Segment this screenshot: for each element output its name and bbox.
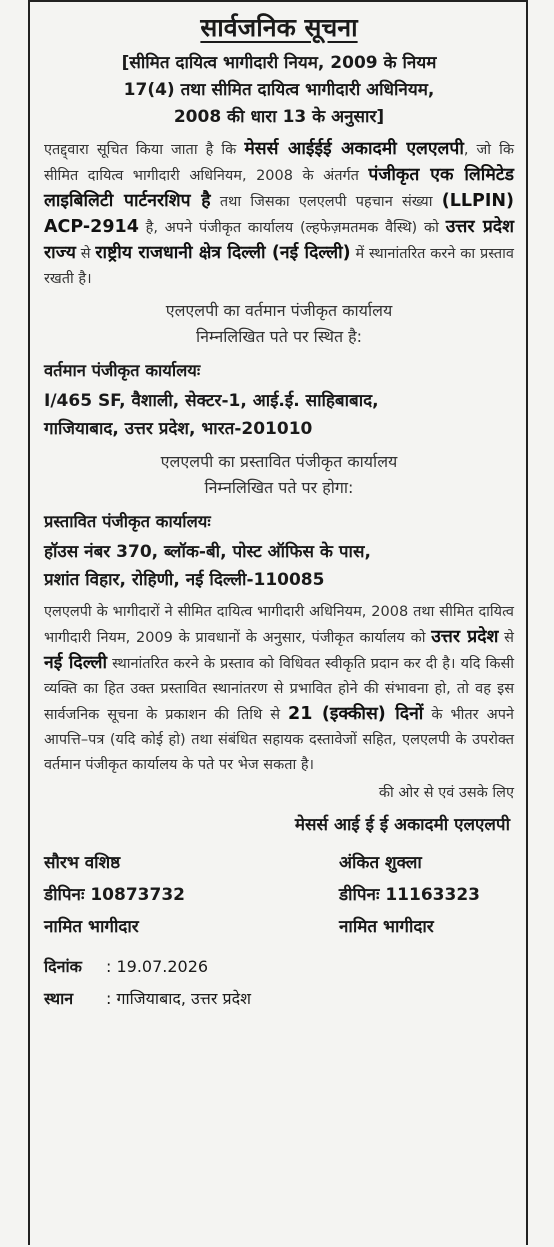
subtitle-line: [सीमित दायित्व भागीदारी नियम, 2009 के नियम xyxy=(121,53,437,73)
signatory-left xyxy=(44,847,279,943)
partner-role: नामित भागीदार xyxy=(44,917,139,937)
proposed-office-label: प्रस्तावित पंजीकृत कार्यालयः xyxy=(44,512,211,531)
subtitle-line: 2008 की धारा 13 के अनुसार] xyxy=(173,107,385,127)
on-behalf-text: की ओर से एवं उसके लिए xyxy=(378,785,514,801)
current-office-intro: एलएलपी का वर्तमान पंजीकृत कार्यालय निम्नलिखित पते पर स्थित है: xyxy=(165,301,393,346)
firm-name: मेसर्स आई ई ई अकादमी एलएलपी xyxy=(294,815,510,835)
signatory-right xyxy=(279,847,514,943)
partner-name: सौरभ वशिष्ठ xyxy=(44,853,121,873)
signatories xyxy=(44,847,514,943)
proposed-office-address: हॉउस नंबर 370, ब्लॉक-बी, पोस्ट ऑफिस के पास, प्रशांत विहार, रोहिणी, नई दिल्ली-110085 xyxy=(44,542,371,590)
approval-paragraph: एलएलपी के भागीदारों ने सीमित दायित्व भागीदारी अधिनियम, 2008 तथा सीमित दायित्व भागीदारी नियम, 2009 के प्रावधानों के अनुसार, पंजीकृत कार्यालय को उत्तर प्रदेश से नई दिल्ली स्थानांतरित करने के प्रस्ताव को विधिवत स्वीकृति प्रदान कर दी है। यदि किसी व्यक्ति का हित उक्त प्रस्तावित स्थानांतरण से प्रभावित होने की संभावना हो, तो वह इस सार्वजनिक सूचना के प्रकाशन की तिथि से 21 (इक्कीस) दिनों के भीतर अपने आपत्ति–पत्र (यदि कोई हो) तथा संबंधित सहायक दस्तावेजों सहित, एलएलपी के उपरोक्त वर्तमान पंजीकृत कार्यालय के पते पर भेज सकता है। xyxy=(44,604,515,773)
place-row: स्थान : गाजियाबाद, उत्तर प्रदेश xyxy=(44,989,251,1008)
intro-paragraph: एतद्द्वारा सूचित किया जाता है कि मेसर्स आईईई अकादमी एलएलपी, जो कि सीमित दायित्व भागीदारी अधिनियम, 2008 के अंतर्गत पंजीकृत एक लिमिटेड लाइबिलिटी पार्टनरशिप है तथा जिसका एलएलपी पहचान संख्या (LLPIN) ACP-2914 है, अपने पंजीकृत कार्यालय (ल्हफेज़मतमक वैस्थि) को उत्तर प्रदेश राज्य से राष्ट्रीय राजधानी क्षेत्र दिल्ली (नई दिल्ली) में स्थानांतरित करने का प्रस्ताव रखती है। xyxy=(44,139,515,287)
date-row: दिनांक : 19.07.2026 xyxy=(44,957,209,976)
subtitle-line: 17(4) तथा सीमित दायित्व भागीदारी अधिनियम, xyxy=(123,80,435,100)
current-office-label: वर्तमान पंजीकृत कार्यालयः xyxy=(44,361,201,380)
public-notice xyxy=(28,0,528,1245)
partner-din: डीपिनः 10873732 xyxy=(44,885,185,905)
partner-role: नामित भागीदार xyxy=(339,917,434,937)
partner-name: अंकित शुक्ला xyxy=(339,853,422,873)
notice-title: सार्वजनिक सूचना xyxy=(200,13,358,42)
current-office-address: I/465 SF, वैशाली, सेक्टर-1, आई.ई. साहिबाबाद, गाजियाबाद, उत्तर प्रदेश, भारत-201010 xyxy=(44,391,379,439)
notice-meta xyxy=(44,951,514,1015)
notice-subtitle xyxy=(44,50,514,131)
partner-din: डीपिनः 11163323 xyxy=(339,885,480,905)
proposed-office-intro: एलएलपी का प्रस्तावित पंजीकृत कार्यालय निम्नलिखित पते पर होगा: xyxy=(160,452,398,497)
